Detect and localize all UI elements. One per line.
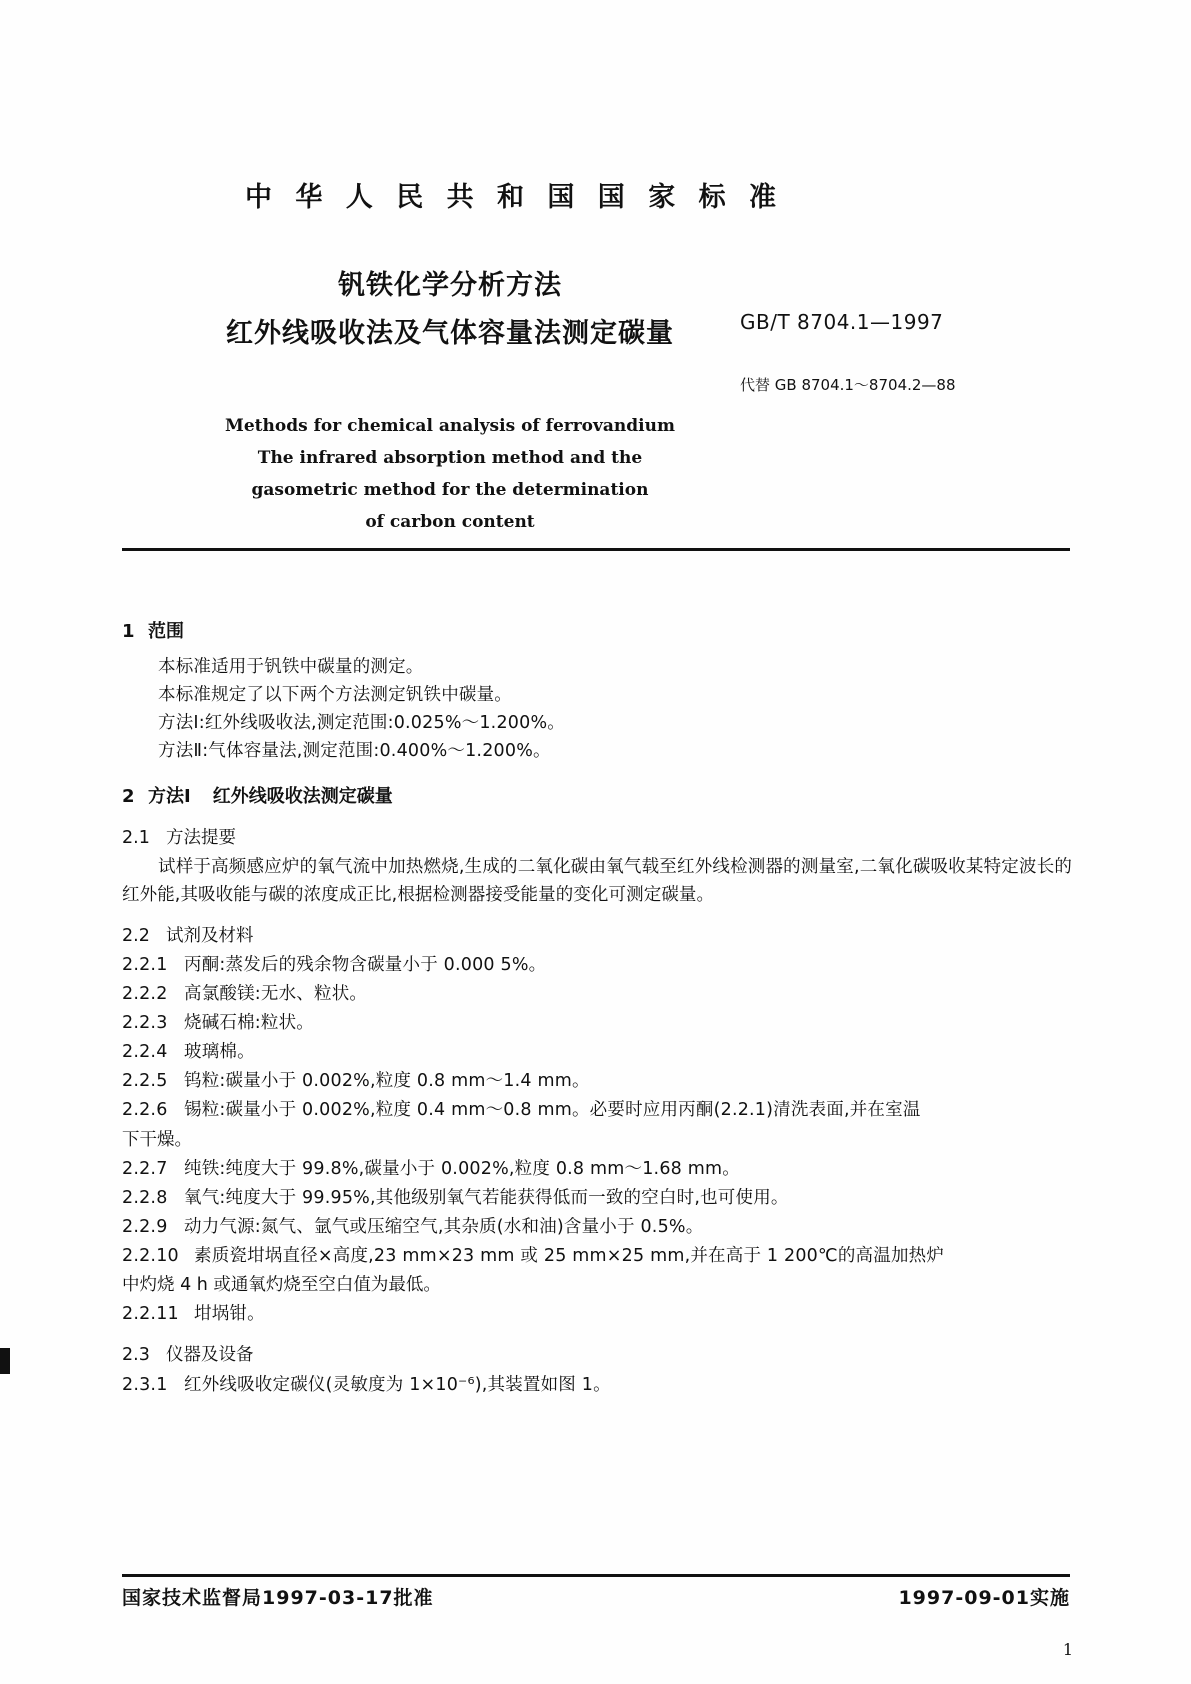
section-2-number: 2	[122, 786, 135, 808]
section-2-2-title: 试剂及材料	[166, 925, 254, 946]
clause-text: 玻璃棉。	[184, 1042, 255, 1063]
section-2-1-heading	[122, 825, 1072, 852]
footer-divider-rule	[122, 1574, 1070, 1577]
footer-effective-date: 1997-09-01实施	[898, 1587, 1070, 1609]
clause-text-continued: 中灼烧 4 h 或通氧灼烧至空白值为最低。	[122, 1275, 441, 1296]
section-1-title: 范围	[148, 621, 184, 642]
document-title-english	[120, 410, 780, 538]
clause-number: 2.2.11	[122, 1304, 179, 1325]
list-item	[122, 1156, 1072, 1183]
document-footer	[122, 1583, 1070, 1617]
section-2-3-number: 2.3	[122, 1345, 150, 1366]
clause-text: 纯铁:纯度大于 99.8%,碳量小于 0.002%,粒度 0.8 mm～1.68 mm。	[184, 1158, 740, 1179]
list-item	[122, 981, 1072, 1008]
title-line-2: 红外线吸收法及气体容量法测定碳量	[226, 318, 674, 349]
clause-text: 动力气源:氮气、氩气或压缩空气,其杂质(水和油)含量小于 0.5%。	[184, 1216, 704, 1237]
clause-number: 2.2.2	[122, 983, 168, 1004]
document-body	[122, 600, 1072, 1401]
section-2-3-title: 仪器及设备	[166, 1345, 254, 1366]
en-title-line-4: of carbon content	[365, 512, 535, 532]
section-1-number: 1	[122, 621, 135, 642]
clause-text: 红外线吸收定碳仪(灵敏度为 1×10⁻⁶),其装置如图 1。	[184, 1374, 611, 1395]
document-header	[120, 175, 1070, 538]
title-line-1: 钒铁化学分析方法	[338, 270, 562, 301]
section-2-1-number: 2.1	[122, 828, 150, 849]
clause-number: 2.2.4	[122, 1042, 168, 1063]
list-item	[122, 1097, 1072, 1124]
clause-number: 2.2.7	[122, 1158, 168, 1179]
edge-marker	[0, 1348, 10, 1374]
list-item	[122, 1214, 1072, 1241]
en-title-line-2: The infrared absorption method and the	[257, 448, 643, 468]
clause-text: 丙酮:蒸发后的残余物含碳量小于 0.000 5%。	[184, 954, 547, 975]
clause-text: 锡粒:碳量小于 0.002%,粒度 0.4 mm～0.8 mm。必要时应用丙酮(2.2.1)清洗表面,并在室温	[184, 1100, 921, 1121]
section-1-paragraph-2: 本标准规定了以下两个方法测定钒铁中碳量。	[158, 685, 512, 706]
clause-text: 坩埚钳。	[194, 1304, 265, 1325]
replaces-note: 代替 GB 8704.1～8704.2—88	[740, 376, 956, 394]
clause-text-continued: 下干燥。	[122, 1129, 192, 1150]
list-item	[122, 952, 1072, 979]
clause-number: 2.2.5	[122, 1071, 168, 1092]
page-number: 1	[1062, 1640, 1073, 1659]
list-item	[122, 1039, 1072, 1066]
section-1-paragraph-4: 方法Ⅱ:气体容量法,测定范围:0.400%～1.200%。	[158, 741, 551, 762]
list-item	[122, 1185, 1072, 1212]
list-item	[122, 1010, 1072, 1037]
section-2-2-heading	[122, 923, 1072, 950]
clause-text: 钨粒:碳量小于 0.002%,粒度 0.8 mm～1.4 mm。	[184, 1071, 590, 1092]
section-2-title: 红外线吸收法测定碳量	[212, 786, 393, 808]
list-item	[122, 1068, 1072, 1095]
clause-text: 高氯酸镁:无水、粒状。	[184, 983, 368, 1004]
section-1-paragraph-3: 方法Ⅰ:红外线吸收法,测定范围:0.025%～1.200%。	[158, 713, 565, 734]
standard-number: GB/T 8704.1—1997	[740, 310, 944, 334]
clause-number: 2.3.1	[122, 1374, 168, 1395]
clause-number: 2.2.3	[122, 1013, 168, 1034]
clause-number: 2.2.6	[122, 1100, 168, 1121]
en-title-line-3: gasometric method for the determination	[251, 480, 649, 500]
section-2-method-label: 方法Ⅰ	[148, 786, 191, 808]
clause-number: 2.2.9	[122, 1216, 168, 1237]
section-2-heading	[122, 783, 1072, 811]
section-2-3-heading	[122, 1342, 1072, 1369]
clause-text: 氧气:纯度大于 99.95%,其他级别氧气若能获得低而一致的空白时,也可使用。	[184, 1187, 789, 1208]
clause-text: 素质瓷坩埚直径×高度,23 mm×23 mm 或 25 mm×25 mm,并在高于 1 200℃的高温加热炉	[194, 1246, 945, 1267]
section-2-2-number: 2.2	[122, 925, 150, 946]
section-1-heading	[122, 618, 1072, 646]
document-title-chinese	[200, 262, 700, 358]
section-2-1-title: 方法提要	[166, 828, 236, 849]
en-title-line-1: Methods for chemical analysis of ferrovandium	[225, 416, 675, 436]
national-standard-heading: 中 华 人 民 共 和 国 国 家 标 准	[245, 182, 783, 213]
clause-text: 烧碱石棉:粒状。	[184, 1013, 314, 1034]
section-2-1-paragraph: 试样于高频感应炉的氧气流中加热燃烧,生成的二氧化碳由氧气载至红外线检测器的测量室,二氧化碳吸收某特定波长的红外能,其吸收能与碳的浓度成正比,根据检测器接受能量的变化可测定碳量。	[122, 857, 1072, 905]
title-row	[120, 262, 1070, 394]
footer-approval-text: 国家技术监督局1997-03-17批准	[122, 1587, 434, 1609]
list-item	[122, 1301, 1072, 1328]
clause-number: 2.2.10	[122, 1246, 179, 1267]
list-item	[122, 1372, 1072, 1399]
clause-number: 2.2.1	[122, 954, 168, 975]
list-item	[122, 1243, 1072, 1270]
section-1-paragraph-1: 本标准适用于钒铁中碳量的测定。	[158, 656, 424, 677]
header-divider-rule	[122, 548, 1070, 551]
clause-number: 2.2.8	[122, 1187, 168, 1208]
